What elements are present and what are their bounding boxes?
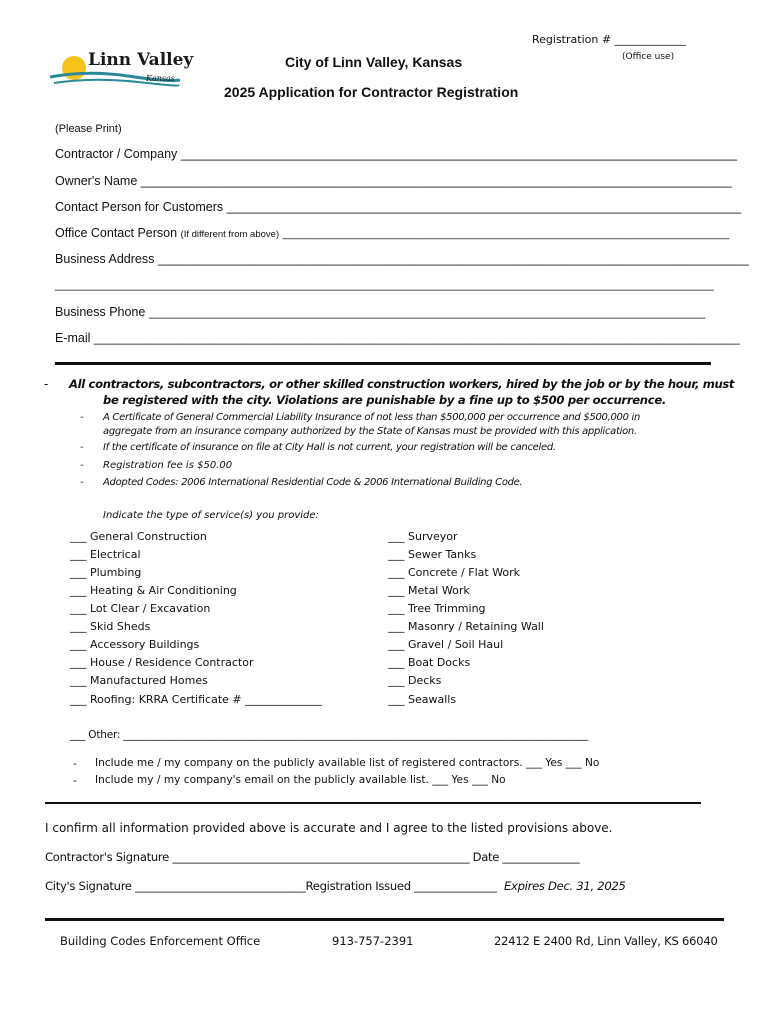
field-label: Owner's Name [55,174,138,188]
adopted-codes: Adopted Codes: 2006 International Residential Code & 2006 International Building Code. [103,477,523,488]
insurance-requirement-cont: aggregate from an insurance company authorized by the State of Kansas must be provided with this application. [103,426,637,437]
field-line: _____________________________________________________________________________________________________ [93,333,740,345]
service-option[interactable]: ___ Masonry / Retaining Wall [388,620,544,633]
bullet-dash: - [80,412,84,423]
footer-divider [45,918,724,921]
contractor-signature-line[interactable]: Contractor's Signature ______________________________________________________ Date ______________ [45,850,580,864]
public-list-option[interactable]: Include me / my company on the publicly available list of registered contractors. ___ Yes ___ No [95,757,600,769]
section-divider [45,802,701,804]
field-line: _______________________________________________________________________________________ [148,307,706,319]
field-line: _______________________________________________________________________________________________________ [55,279,714,291]
service-other[interactable]: ___ Other: ____________________________________________________________________________________________ [70,729,588,741]
please-print: (Please Print) [55,123,122,135]
service-option[interactable]: ___ Gravel / Soil Haul [388,638,504,651]
service-option[interactable]: ___ Roofing: KRRA Certificate # ______________ [70,693,323,706]
notice-line-2: be registered with the city. Violations are punishable by a fine up to $500 per occurrence. [103,393,666,407]
field-label: E-mail [55,331,91,345]
field-label: Office Contact Person [55,226,178,240]
field-line: ________________________________________________________________________________ [180,147,737,161]
notice-line-1: All contractors, subcontractors, or other skilled construction workers, hired by the job or by the hour, must [69,377,735,391]
service-option[interactable]: ___ Heating & Air Conditioning [70,584,237,597]
footer-office: Building Codes Enforcement Office [60,934,261,948]
fee-note: Registration fee is $50.00 [103,460,233,471]
field-label: Business Address [55,252,155,266]
bullet-dash: - [80,442,84,453]
business-address-field[interactable] [55,252,749,266]
service-option[interactable]: ___ Sewer Tanks [388,548,477,561]
service-option[interactable]: ___ Manufactured Homes [70,674,208,687]
service-instruction: Indicate the type of service(s) you provide: [103,510,319,521]
office-use-note: (Office use) [622,52,675,62]
field-line: __________________________________________________________________________ [226,200,742,214]
logo-text-sub: Kansas [146,74,175,83]
field-label: Contractor / Company [55,147,178,161]
service-option[interactable]: ___ Seawalls [388,693,457,706]
field-note: (If different from above) [180,229,280,240]
city-title: City of Linn Valley, Kansas [285,54,463,70]
registration-number: Registration # _____________ [532,33,687,46]
service-option[interactable]: ___ Tree Trimming [388,602,486,615]
expiration-date: Expires Dec. 31, 2025 [504,879,626,893]
footer-address: 22412 E 2400 Rd, Linn Valley, KS 66040 [494,934,718,948]
contractor-company-field[interactable] [55,147,737,161]
logo-text-main: Linn Valley [88,50,194,70]
field-line: _____________________________________________________________________________________ [140,174,732,188]
form-title: 2025 Application for Contractor Registration [224,84,519,100]
public-email-option[interactable]: Include my / my company's email on the publicly available list. ___ Yes ___ No [95,774,506,786]
field-label: Business Phone [55,305,146,319]
city-signature-line[interactable] [45,879,626,893]
service-option[interactable]: ___ Concrete / Flat Work [388,566,521,579]
bullet-dash: - [80,477,84,488]
linn-valley-logo [48,50,194,90]
email-field[interactable] [55,331,740,345]
certificate-note: If the certificate of insurance on file at City Hall is not current, your registration will be canceled. [103,442,556,453]
bullet-dash: - [73,757,77,770]
business-phone-field[interactable] [55,305,705,319]
service-option[interactable]: ___ Surveyor [388,530,458,543]
service-option[interactable]: ___ Accessory Buildings [70,638,200,651]
service-option[interactable]: ___ Metal Work [388,584,470,597]
insurance-requirement: A Certificate of General Commercial Liability Insurance of not less than $500,000 per occurrence and $500,000 in [103,412,641,423]
city-signature-text: City's Signature _______________________________Registration Issued _______________ [45,879,497,893]
field-line: _________________________________________________________________________ [282,228,730,240]
field-line: _____________________________________________________________________________________ [157,252,749,266]
confirm-statement: I confirm all information provided above is accurate and I agree to the listed provisions above. [45,821,613,835]
bullet-dash: - [80,460,84,471]
service-option[interactable]: ___ House / Residence Contractor [70,656,254,669]
notice-dash: - [44,377,49,391]
service-option[interactable]: ___ Boat Docks [388,656,471,669]
service-option[interactable]: ___ General Construction [70,530,207,543]
service-option[interactable]: ___ Decks [388,674,442,687]
service-option[interactable]: ___ Skid Sheds [70,620,151,633]
section-divider [55,362,711,365]
owners-name-field[interactable] [55,174,732,188]
office-contact-field[interactable] [55,226,729,240]
service-option[interactable]: ___ Electrical [70,548,141,561]
service-option[interactable]: ___ Plumbing [70,566,142,579]
contact-person-field[interactable] [55,200,741,214]
footer-phone: 913-757-2391 [332,934,414,948]
field-label: Contact Person for Customers [55,200,224,214]
business-address-line2[interactable] [55,279,714,291]
bullet-dash: - [73,774,77,787]
service-option[interactable]: ___ Lot Clear / Excavation [70,602,211,615]
